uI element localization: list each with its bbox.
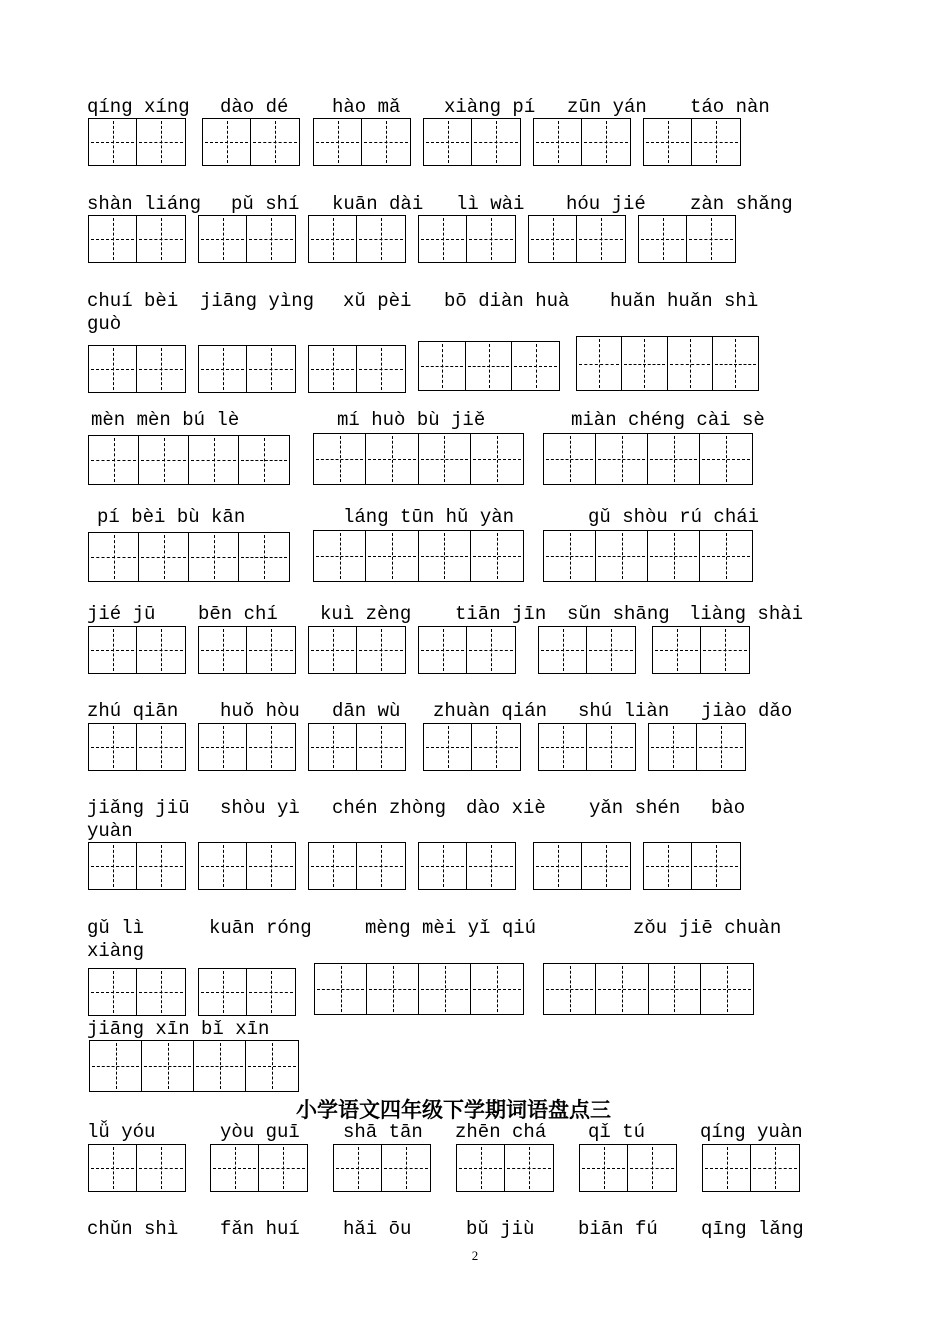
- page-number: 2: [471, 1248, 479, 1263]
- writing-grid[interactable]: [418, 341, 560, 391]
- writing-grid[interactable]: [88, 215, 186, 263]
- pinyin: jié jū: [87, 603, 156, 625]
- writing-grid[interactable]: [198, 968, 296, 1016]
- pinyin: kuān róng: [209, 917, 312, 939]
- writing-grid[interactable]: [308, 345, 406, 393]
- writing-grid[interactable]: [643, 842, 741, 890]
- pinyin: chuí bèi: [87, 290, 179, 312]
- pinyin: táo nàn: [690, 96, 770, 118]
- writing-grid[interactable]: [576, 336, 759, 391]
- pinyin: jiǎng jiū: [87, 797, 190, 819]
- writing-grid[interactable]: [88, 1144, 186, 1192]
- pinyin: pǔ shí: [231, 193, 300, 215]
- pinyin: shàn liáng: [87, 193, 202, 215]
- writing-grid[interactable]: [456, 1144, 554, 1192]
- writing-grid[interactable]: [638, 215, 736, 263]
- pinyin: biān fú: [578, 1218, 658, 1240]
- pinyin: dān wù: [332, 700, 401, 722]
- writing-grid[interactable]: [528, 215, 626, 263]
- writing-grid[interactable]: [198, 842, 296, 890]
- pinyin: gǔ shòu rú chái: [588, 506, 760, 528]
- writing-grid[interactable]: [543, 963, 754, 1015]
- pinyin: jiào dǎo: [701, 700, 793, 722]
- writing-grid[interactable]: [543, 433, 753, 485]
- section-heading: 小学语文四年级下学期词语盘点三: [296, 1098, 611, 1122]
- pinyin: qíng xíng: [87, 96, 190, 118]
- pinyin: jiāng yìng: [200, 290, 315, 312]
- pinyin: shòu yì: [220, 797, 300, 819]
- writing-grid[interactable]: [88, 626, 186, 674]
- writing-grid[interactable]: [210, 1144, 308, 1192]
- pinyin: dào xiè: [466, 797, 546, 819]
- writing-grid[interactable]: [308, 215, 406, 263]
- writing-grid[interactable]: [533, 118, 631, 166]
- pinyin: lǚ yóu: [87, 1121, 156, 1143]
- writing-grid[interactable]: [418, 626, 516, 674]
- writing-grid[interactable]: [308, 723, 406, 771]
- pinyin: hóu jié: [566, 193, 646, 215]
- writing-grid[interactable]: [423, 723, 521, 771]
- writing-grid[interactable]: [198, 723, 296, 771]
- writing-grid[interactable]: [202, 118, 300, 166]
- pinyin: chén zhòng: [332, 797, 447, 819]
- pinyin: mèn mèn bú lè: [91, 409, 240, 431]
- pinyin: xiàng: [87, 940, 145, 962]
- writing-grid[interactable]: [89, 1040, 299, 1092]
- writing-grid[interactable]: [313, 530, 524, 582]
- pinyin: láng tūn hǔ yàn: [343, 506, 515, 528]
- writing-grid[interactable]: [643, 118, 741, 166]
- pinyin: zhú qiān: [87, 700, 179, 722]
- pinyin: bēn chí: [198, 603, 278, 625]
- pinyin: xiàng pí: [444, 96, 536, 118]
- writing-grid[interactable]: [198, 345, 296, 393]
- pinyin: gǔ lì: [87, 917, 145, 939]
- pinyin: kuān dài: [332, 193, 424, 215]
- pinyin: zhuàn qián: [433, 700, 548, 722]
- writing-grid[interactable]: [198, 215, 296, 263]
- writing-grid[interactable]: [418, 842, 516, 890]
- pinyin: tiān jīn: [455, 603, 547, 625]
- pinyin: huǎn huǎn shì: [610, 290, 759, 312]
- pinyin: bō diàn huà: [444, 290, 570, 312]
- pinyin: hào mǎ: [332, 96, 401, 118]
- pinyin: shā tān: [343, 1121, 423, 1143]
- writing-grid[interactable]: [308, 842, 406, 890]
- writing-grid[interactable]: [648, 723, 746, 771]
- writing-grid[interactable]: [313, 433, 524, 485]
- pinyin: huǒ hòu: [220, 700, 300, 722]
- pinyin: shú liàn: [578, 700, 670, 722]
- writing-grid[interactable]: [543, 530, 753, 582]
- pinyin: qīng lǎng: [701, 1218, 804, 1240]
- pinyin: sǔn shāng: [567, 603, 670, 625]
- writing-grid[interactable]: [313, 118, 411, 166]
- writing-grid[interactable]: [88, 435, 290, 485]
- pinyin: zàn shǎng: [690, 193, 793, 215]
- writing-grid[interactable]: [538, 723, 636, 771]
- writing-grid[interactable]: [333, 1144, 431, 1192]
- writing-grid[interactable]: [88, 723, 186, 771]
- pinyin: mèng mèi yǐ qiú: [365, 917, 537, 939]
- pinyin: qíng yuàn: [700, 1121, 803, 1143]
- pinyin: yòu guī: [220, 1121, 300, 1143]
- writing-grid[interactable]: [198, 626, 296, 674]
- pinyin: qǐ tú: [588, 1121, 646, 1143]
- pinyin: zūn yán: [567, 96, 647, 118]
- pinyin: miàn chéng cài sè: [571, 409, 765, 431]
- writing-grid[interactable]: [652, 626, 750, 674]
- pinyin: xǔ pèi: [343, 290, 412, 312]
- pinyin: liàng shài: [689, 603, 804, 625]
- pinyin: bǔ jiù: [466, 1218, 535, 1240]
- pinyin: yǎn shén: [589, 797, 681, 819]
- pinyin: pí bèi bù kān: [97, 506, 246, 528]
- writing-grid[interactable]: [579, 1144, 677, 1192]
- writing-grid[interactable]: [533, 842, 631, 890]
- pinyin: lì wài: [456, 193, 525, 215]
- pinyin: kuì zèng: [320, 603, 412, 625]
- pinyin: zǒu jiē chuàn: [633, 917, 782, 939]
- writing-grid[interactable]: [308, 626, 406, 674]
- writing-grid[interactable]: [88, 842, 186, 890]
- writing-grid[interactable]: [88, 118, 186, 166]
- writing-grid[interactable]: [702, 1144, 800, 1192]
- pinyin: chǔn shì: [87, 1218, 179, 1240]
- pinyin: dào dé: [220, 96, 289, 118]
- writing-grid[interactable]: [88, 532, 290, 582]
- writing-grid[interactable]: [418, 215, 516, 263]
- pinyin: jiāng xīn bǐ xīn: [87, 1018, 270, 1040]
- pinyin: mí huò bù jiě: [337, 409, 486, 431]
- writing-grid[interactable]: [538, 626, 636, 674]
- pinyin: guò: [87, 313, 122, 335]
- pinyin: hǎi ōu: [343, 1218, 412, 1240]
- pinyin: yuàn: [87, 820, 133, 842]
- pinyin: fǎn huí: [220, 1218, 300, 1240]
- writing-grid[interactable]: [88, 968, 186, 1016]
- pinyin: zhēn chá: [455, 1121, 547, 1143]
- pinyin: bào: [711, 797, 746, 819]
- writing-grid[interactable]: [423, 118, 521, 166]
- writing-grid[interactable]: [314, 963, 524, 1015]
- writing-grid[interactable]: [88, 345, 186, 393]
